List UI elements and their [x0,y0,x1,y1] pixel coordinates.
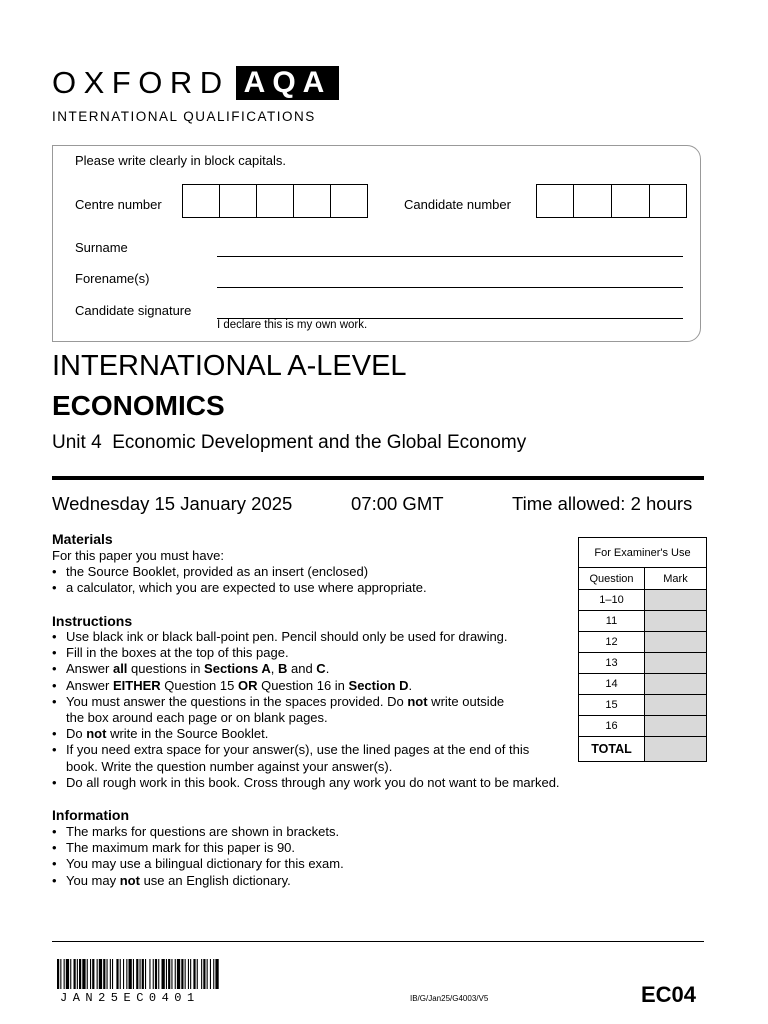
list-text: Answer [66,661,113,677]
emphasis-text: not [86,726,107,742]
list-text: . [408,677,413,693]
candidate-number-field[interactable] [536,184,687,218]
total-label: TOTAL [579,737,645,762]
materials-list [52,564,552,596]
materials-intro: For this paper you must have: [52,548,224,563]
title-divider [52,476,704,480]
question-number: 13 [579,653,645,674]
mark-cell[interactable] [645,590,707,611]
block-capitals-instruction: Please write clearly in block capitals. [75,153,286,168]
logo-aqa: AQA [236,66,339,100]
list-text: Use black ink or black ball-point pen. Pencil should only be used for drawing. [66,629,508,644]
mark-cell[interactable] [645,716,707,737]
candidate-digit-box[interactable] [650,185,686,217]
list-text: You may [66,872,120,888]
logo-subtitle: INTERNATIONAL QUALIFICATIONS [52,109,316,124]
list-text: questions in [127,661,205,677]
list-item [52,661,622,677]
list-item [52,726,622,742]
question-number: 14 [579,674,645,695]
list-text: . [325,661,330,677]
question-number: 15 [579,695,645,716]
footer-divider [52,941,704,942]
list-item [52,742,556,774]
centre-number-field[interactable] [182,184,368,218]
list-text: use an English dictionary. [139,872,291,888]
barcode-text: JAN25EC0401 [60,991,200,1005]
mark-cell[interactable] [645,653,707,674]
list-text: Do [66,726,87,742]
emphasis-text: all [112,661,128,677]
list-text: The marks for questions are shown in brackets. [66,824,340,839]
surname-line[interactable] [217,256,683,257]
list-item: • the Source Booklet, provided as an insert (enclosed) [52,564,552,580]
examiner-use-table [578,537,707,762]
forename-line[interactable] [217,287,683,288]
centre-number-label: Centre number [75,197,162,212]
list-text: You may use a bilingual dictionary for this exam. [66,856,344,872]
candidate-digit-box[interactable] [574,185,612,217]
centre-digit-box[interactable] [183,185,220,217]
subject-title: ECONOMICS [52,390,225,421]
question-number: 12 [579,632,645,653]
emphasis-text: OR [237,677,258,693]
centre-digit-box[interactable] [294,185,331,217]
list-item [52,629,622,645]
question-number: 16 [579,716,645,737]
emphasis-text: not [119,872,140,888]
logo-oxford: OXFORD [52,65,230,100]
centre-digit-box[interactable] [331,185,367,217]
emphasis-text: not [407,693,428,709]
qualification-level: INTERNATIONAL A-LEVEL [52,350,407,382]
list-item [52,873,552,889]
barcode-icon [57,959,285,989]
candidate-number-label: Candidate number [404,197,511,212]
candidate-digit-box[interactable] [537,185,574,217]
question-number: 11 [579,611,645,632]
examiner-table-title: For Examiner's Use [579,538,707,568]
materials-heading: Materials [52,531,113,547]
list-item [52,840,552,856]
list-text: You must answer the questions in the spaces provided. Do [66,693,408,709]
mark-cell[interactable] [645,674,707,695]
emphasis-text: Section D [348,677,409,693]
exam-time: 07:00 GMT [351,493,444,514]
list-text: The maximum mark for this paper is 90. [66,840,296,856]
list-item: • a calculator, which you are expected to use where appropriate. [52,580,552,596]
list-text: Do all rough work in this book. Cross through any work you do not want to be marked. [66,774,560,790]
list-item [52,678,622,694]
list-text: Question 16 in [257,677,349,693]
list-text: Answer [66,677,113,693]
exam-date: Wednesday 15 January 2025 [52,493,293,514]
instructions-list [52,629,622,791]
total-mark-cell[interactable] [645,737,707,762]
list-item [52,775,622,791]
list-text: write in the Source Booklet. [106,726,269,742]
list-item [52,824,552,840]
information-list [52,824,552,889]
forename-label: Forename(s) [75,271,150,286]
list-item [52,856,552,872]
unit-title: Unit 4 Economic Development and the Global Economy [52,432,527,453]
list-text: Question 15 [160,677,238,693]
mark-cell[interactable] [645,695,707,716]
list-text: write outside the box around each page or on blank pages. [66,693,505,726]
list-item [52,694,506,726]
list-text: Fill in the boxes at the top of this page. [66,645,289,661]
document-reference: IB/G/Jan25/G4003/V5 [410,994,489,1003]
candidate-digit-box[interactable] [612,185,650,217]
question-number: 1–10 [579,590,645,611]
declaration-text: I declare this is my own work. [217,319,368,331]
paper-code: EC04 [641,982,697,1007]
emphasis-text: B [277,661,288,677]
centre-digit-box[interactable] [257,185,294,217]
emphasis-text: EITHER [112,677,161,693]
surname-label: Surname [75,240,128,255]
list-text: If you need extra space for your answer(s), use the lined pages at the end of this book. Write the question number against your answer(s). [66,742,530,774]
mark-cell[interactable] [645,632,707,653]
signature-label: Candidate signature [75,303,192,318]
time-allowed: Time allowed: 2 hours [512,493,693,514]
emphasis-text: Sections A [204,661,271,677]
mark-cell[interactable] [645,611,707,632]
emphasis-text: C [316,661,326,677]
list-text: and [287,661,317,677]
information-heading: Information [52,807,129,823]
list-item [52,645,622,661]
list-text: , [270,661,278,677]
instructions-heading: Instructions [52,613,133,629]
centre-digit-box[interactable] [220,185,257,217]
mark-column-header: Mark [645,568,707,590]
question-column-header: Question [579,568,645,590]
